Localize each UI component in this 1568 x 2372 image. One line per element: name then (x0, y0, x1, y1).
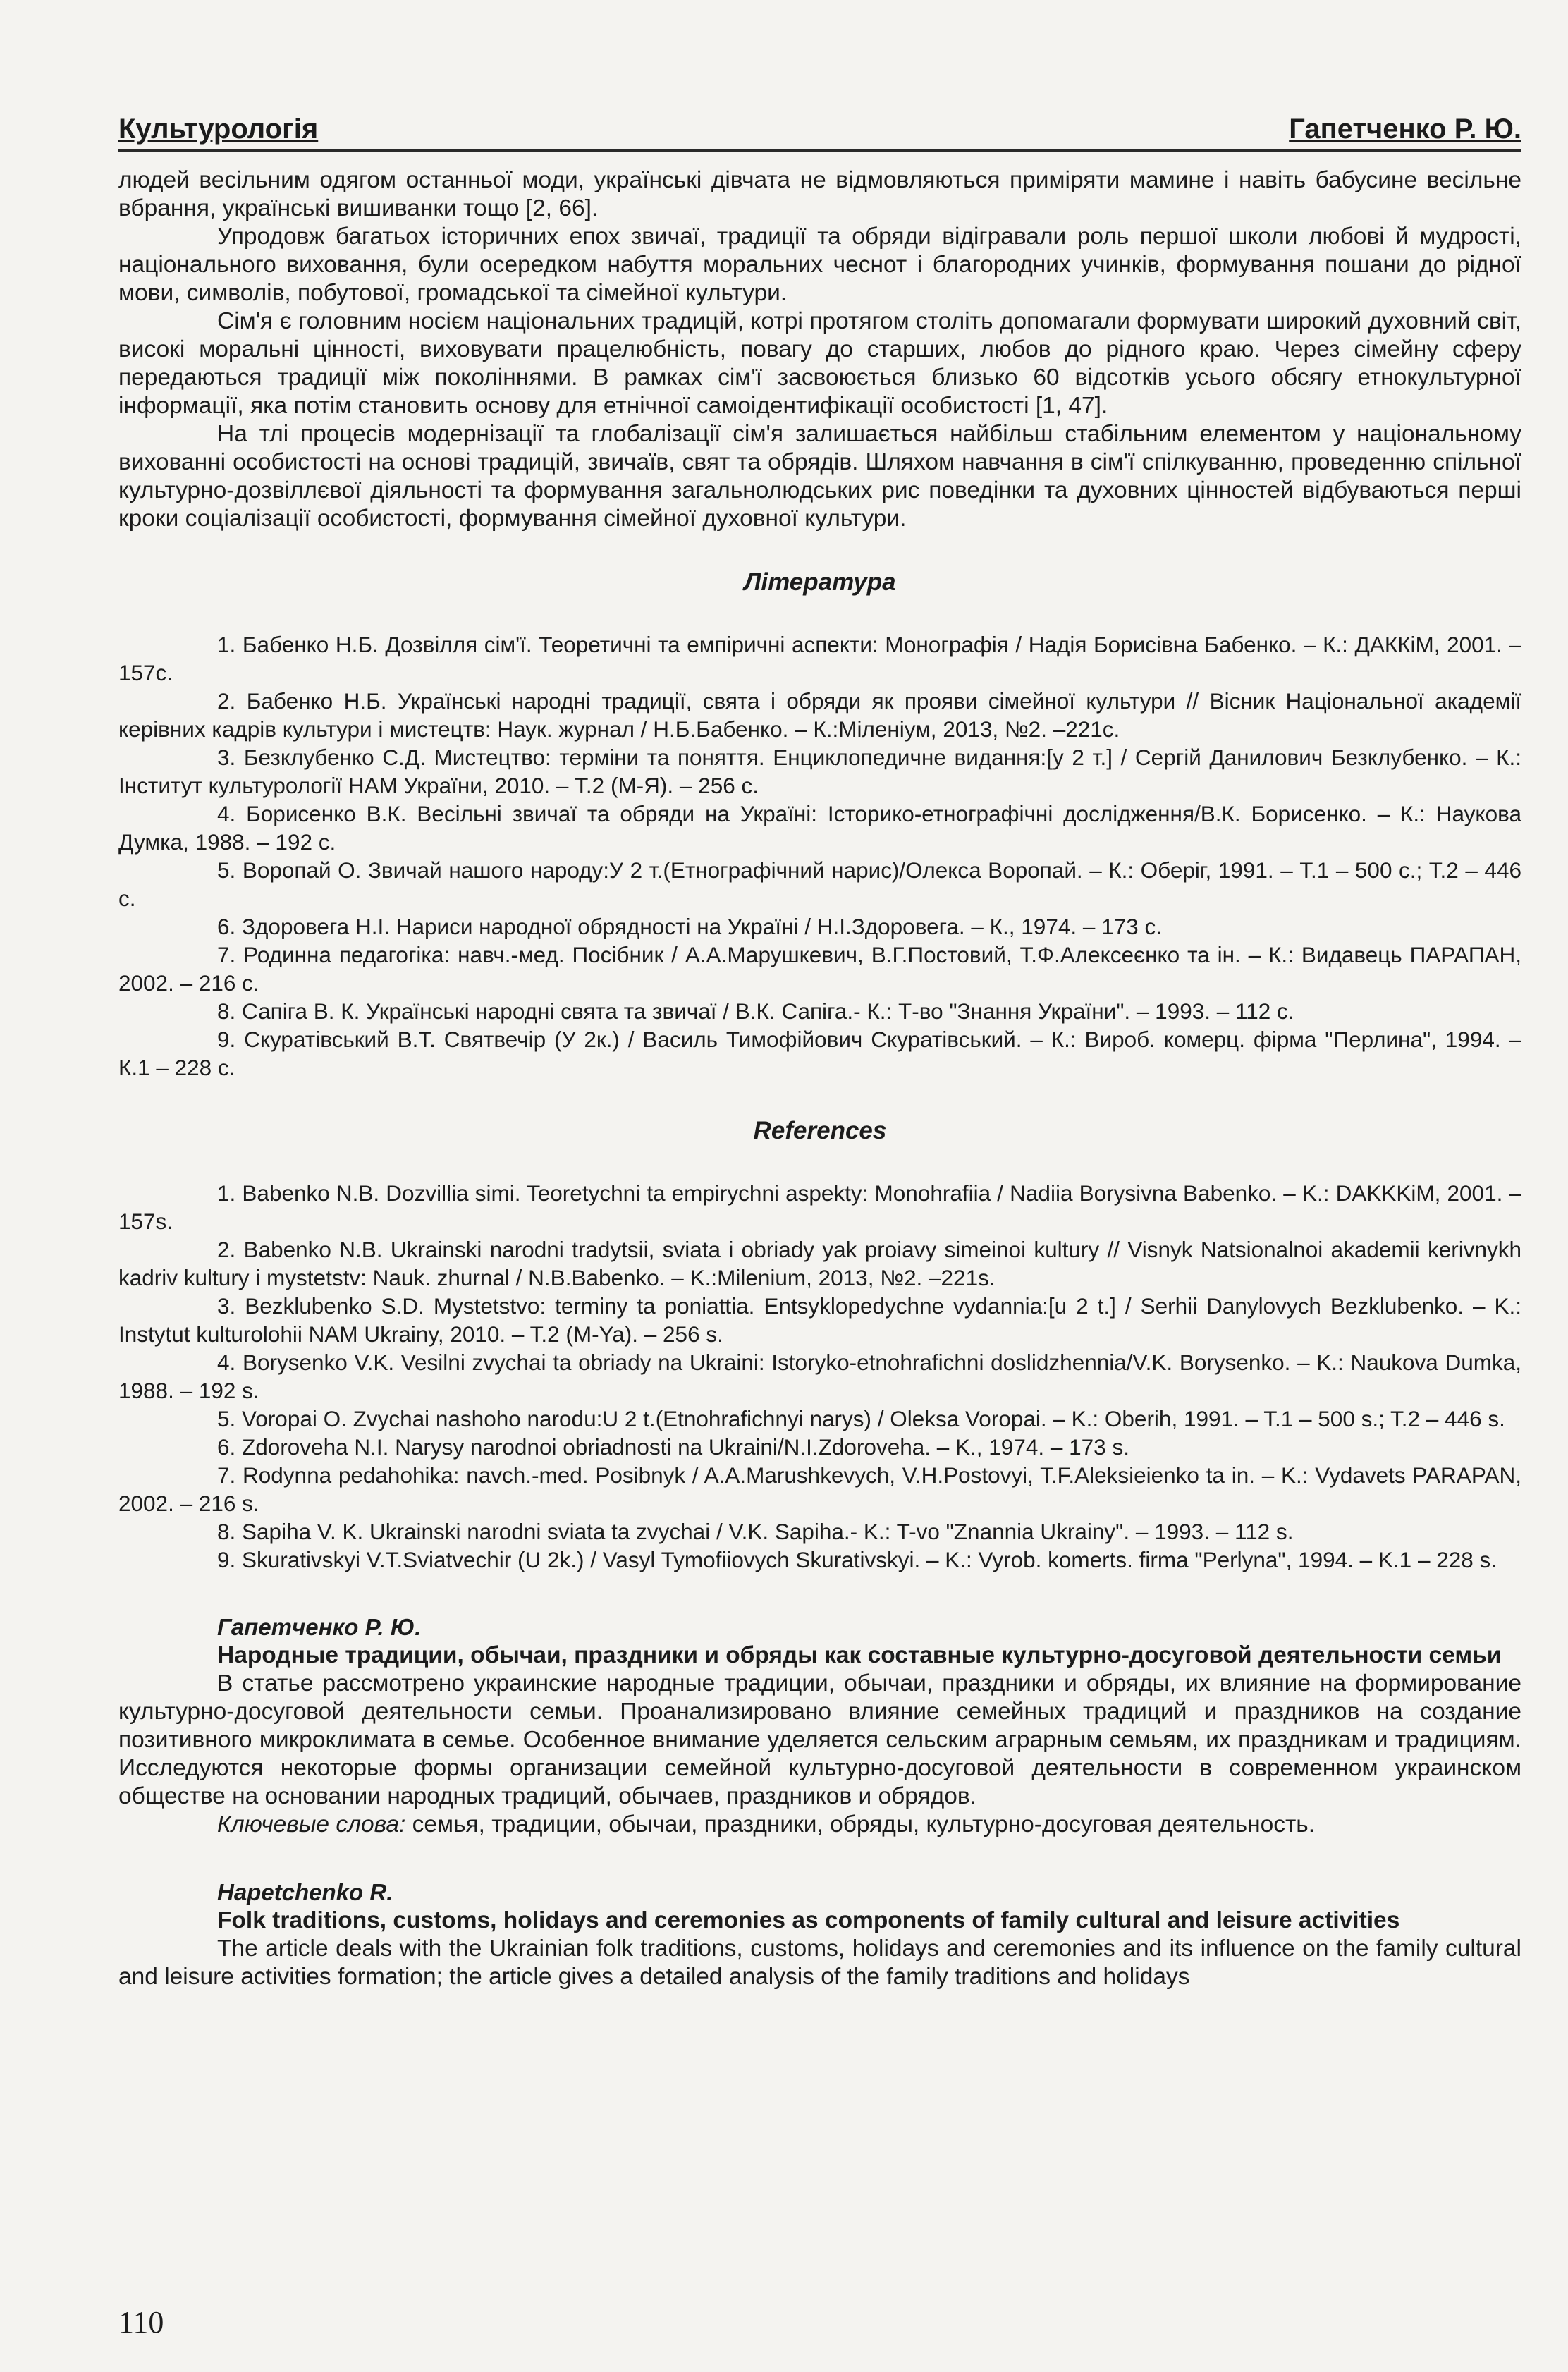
references-list (118, 1179, 1521, 1574)
header-section-title: Культурологія (118, 114, 319, 145)
page-number: 110 (118, 2305, 164, 2340)
abstract-text: The article deals with the Ukrainian folk traditions, customs, holidays and ceremonies and its influence on the family cultural and leisure activities formation; the article gives a detailed analysis of the family traditions and holidays (118, 1936, 1521, 1990)
reference-item: 8. Sapiha V. K. Ukrainski narodni sviata ta zvychai / V.K. Sapiha.- K.: T-vo "Znannia Ukrainy". – 1993. – 112 s. (217, 1519, 1294, 1544)
reference-item: 1. Babenko N.B. Dozvillia simi. Teoretychni ta empirychni aspekty: Monohrafiia / Nadiia Borysivna Babenko. – K.: DAKKKiM, 2001. – 157s. (118, 1180, 1521, 1234)
abstract-title: Folk traditions, customs, holidays and ceremonies as components of family cultural and leisure activities (217, 1907, 1400, 1933)
abstract-title: Народные традиции, обычаи, праздники и обряды как составные культурно-досуговой деятельности семьи (217, 1642, 1502, 1668)
abstract-keywords (118, 1811, 1521, 1839)
reference-item: 6. Zdoroveha N.I. Narysy narodnoi obriadnosti na Ukraini/N.I.Zdoroveha. – K., 1974. – 173 s. (217, 1434, 1129, 1460)
article-body (118, 166, 1521, 1991)
literature-title: Література (744, 568, 896, 596)
literature-item: 4. Борисенко В.К. Весільні звичаї та обряди на Україні: Історико-етнографічні дослідження/В.К. Борисенко. – К.: Наукова Думка, 1988. – 192 с. (118, 801, 1521, 855)
paragraph: Сім'я є головним носієм національних традицій, котрі протягом століть допомагали формувати широкий духовний світ, високі моральні цінності, виховувати працелюбність, повагу до старших, любов до рідного краю. Через сімейну сферу передаються традиції між поколіннями. В рамках сім'ї засвоюється близько 60 відсотків усього обсягу етнокультурної інформації, яка потім становить основу для етнічної самоідентифікації особистості [1, 47]. (118, 308, 1521, 419)
paragraph: На тлі процесів модернізації та глобалізації сім'я залишається найбільш стабільним елементом у національному вихованні особистості на основі традицій, звичаїв, свят та обрядів. Шляхом навчання в сім'ї спілкуванню, проведенню спільної культурно-дозвіллєвої діяльності та формування загальнолюдських рис поведінки та духовних цінностей відбуваються перші кроки соціалізації особистості, формування сімейної духовної культури. (118, 421, 1521, 532)
russian-abstract (118, 1613, 1521, 1839)
literature-item: 6. Здоровега Н.І. Нариси народної обрядності на Україні / Н.І.Здоровега. – К., 1974. – 173 с. (217, 914, 1162, 939)
keywords-label: Ключевые слова: (217, 1811, 406, 1838)
abstract-text: В статье рассмотрено украинские народные традиции, обычаи, праздники и обряды, их влияние на формирование культурно-досуговой деятельности семьи. Проанализировано влияние семейных традиций и праздников на создание позитивного микроклимата в семье. Особенное внимание уделяется сельским аграрным семьям, их праздникам и традициям. Исследуются некоторые формы организации семейной культурно-досуговой деятельности в современном украинском обществе на основании народных традиций, обычаев, праздников и обрядов. (118, 1670, 1521, 1809)
reference-item: 3. Bezklubenko S.D. Mystetstvo: terminy ta poniattia. Entsyklopedychne vydannia:[u 2 t.] / Serhii Danylovych Bezklubenko. – K.: Instytut kulturolohii NAM Ukrainy, 2010. – T.2 (M-Ya). – 256 s. (118, 1293, 1521, 1347)
reference-item: 2. Babenko N.B. Ukrainski narodni tradytsii, sviata i obriady yak proiavy simeinoi kultury // Visnyk Natsionalnoi akademii kerivnykh kadriv kultury i mystetstv: Nauk. zhurnal / N.B.Babenko. – K.:Milenium, 2013, №2. –221s. (118, 1237, 1521, 1290)
header-author: Гапетченко Р. Ю. (1289, 114, 1521, 145)
references-title: References (753, 1117, 887, 1144)
literature-item: 8. Сапіга В. К. Українські народні свята та звичаї / В.К. Сапіга.- К.: Т-во "Знання України". – 1993. – 112 с. (217, 998, 1294, 1024)
abstract-author: Гапетченко Р. Ю. (217, 1614, 422, 1640)
literature-item: 3. Безклубенко С.Д. Мистецтво: терміни та поняття. Енциклопедичне видання:[у 2 т.] / Сергій Данилович Безклубенко. – К.: Інститут культурології НАМ України, 2010. – Т.2 (М-Я). – 256 с. (118, 745, 1521, 798)
paragraph: Упродовж багатьох історичних епох звичаї, традиції та обряди відігравали роль першої школи любові й мудрості, національного виховання, були осередком набуття моральних чеснот і благородних учинків, формування пошани до рідної мови, символів, побутової, громадської та сімейної культури. (118, 224, 1521, 306)
abstract-author: Hapetchenko R. (217, 1879, 393, 1905)
literature-item: 5. Воропай О. Звичай нашого народу:У 2 т.(Етнографічний нарис)/Олекса Воропай. – К.: Оберіг, 1991. – Т.1 – 500 с.; Т.2 – 446 с. (118, 857, 1521, 911)
reference-item: 5. Voropai O. Zvychai nashoho narodu:U 2 t.(Etnohrafichnyi narys) / Oleksa Voropai. – K.: Oberih, 1991. – T.1 – 500 s.; T.2 – 446 s. (217, 1406, 1505, 1431)
english-abstract (118, 1878, 1521, 1991)
paragraph: людей весільним одягом останньої моди, українські дівчата не відмовляються приміряти мамине і навіть бабусине весільне вбрання, українські вишиванки тощо [2, 66]. (118, 167, 1521, 221)
literature-item: 1. Бабенко Н.Б. Дозвілля сім'ї. Теоретичні та емпіричні аспекти: Монографія / Надія Борисівна Бабенко. – К.: ДАККіМ, 2001. – 157с. (118, 632, 1521, 685)
literature-item: 2. Бабенко Н.Б. Українські народні традиції, свята і обряди як прояви сімейної культури // Вісник Національної академії керівних кадрів культури і мистецтв: Наук. журнал / Н.Б.Бабенко. – К.:Міленіум, 2013, №2. –221с. (118, 688, 1521, 742)
literature-item: 9. Скуратівський В.Т. Святвечір (У 2к.) / Василь Тимофійович Скуратівський. – К.: Вироб. комерц. фірма "Перлина", 1994. – К.1 – 228 с. (118, 1027, 1521, 1080)
literature-list (118, 630, 1521, 1082)
reference-item: 9. Skurativskyi V.T.Sviatvechir (U 2k.) / Vasyl Tymofiiovych Skurativskyi. – K.: Vyrob. komerts. firma "Perlyna", 1994. – K.1 – 228 s. (217, 1547, 1497, 1572)
reference-item: 7. Rodynna pedahohika: navch.-med. Posibnyk / A.A.Marushkevych, V.H.Postovyi, T.F.Aleksieienko ta in. – K.: Vydavets PARAPAN, 2002. – 216 s. (118, 1462, 1521, 1516)
literature-item: 7. Родинна педагогіка: навч.-мед. Посібник / А.А.Марушкевич, В.Г.Постовий, Т.Ф.Алексеєнко та ін. – К.: Видавець ПАРАПАН, 2002. – 216 с. (118, 942, 1521, 996)
keywords-text: семья, традиции, обычаи, праздники, обряды, культурно-досуговая деятельность. (412, 1811, 1316, 1838)
running-header (118, 106, 1521, 152)
reference-item: 4. Borysenko V.K. Vesilni zvychai ta obriady na Ukraini: Istoryko-etnohrafichni doslidzhennia/V.K. Borysenko. – K.: Naukova Dumka, 1988. – 192 s. (118, 1350, 1521, 1403)
